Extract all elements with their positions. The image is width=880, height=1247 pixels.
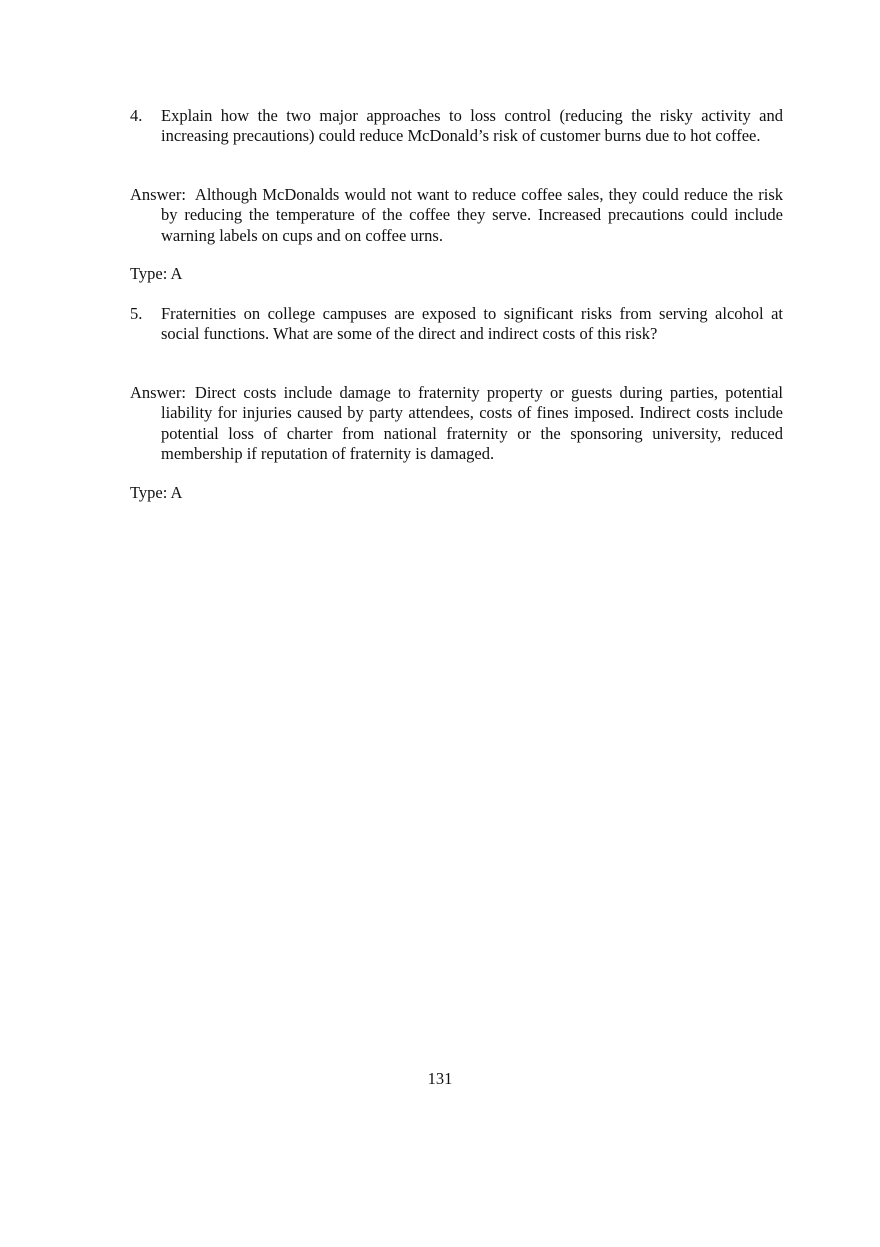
question-5-text: Fraternities on college campuses are exposed to significant risks from serving alcohol at social functions. What are some of the direct and indirect costs of this risk? <box>161 304 783 344</box>
answer-4 <box>130 185 783 246</box>
answer-5-text: Direct costs include damage to fraternity property or guests during parties, potential liability for injuries caused by party attendees, costs of fines imposed. Indirect costs include potential loss of charter from national fraternity or the sponsoring university, reduced membership if reputation of fraternity is damaged. <box>161 383 783 463</box>
answer-5-label: Answer: <box>130 383 186 402</box>
question-5-number: 5. <box>130 304 143 323</box>
question-4-number: 4. <box>130 106 143 125</box>
page-number: 131 <box>427 1069 453 1088</box>
answer-4-text: Although McDonalds would not want to reduce coffee sales, they could reduce the risk by reducing the temperature of the coffee they serve. Increased precautions could include warning labels on cups and on coffee urns. <box>161 185 783 245</box>
answer-5 <box>130 383 783 464</box>
question-4-type: Type: A <box>130 264 183 283</box>
question-4 <box>130 106 783 147</box>
question-5 <box>130 304 783 345</box>
answer-4-label: Answer: <box>130 185 186 204</box>
question-4-text: Explain how the two major approaches to loss control (reducing the risky activity and increasing precautions) could reduce McDonald’s risk of customer burns due to hot coffee. <box>161 106 783 146</box>
question-5-type: Type: A <box>130 483 183 502</box>
